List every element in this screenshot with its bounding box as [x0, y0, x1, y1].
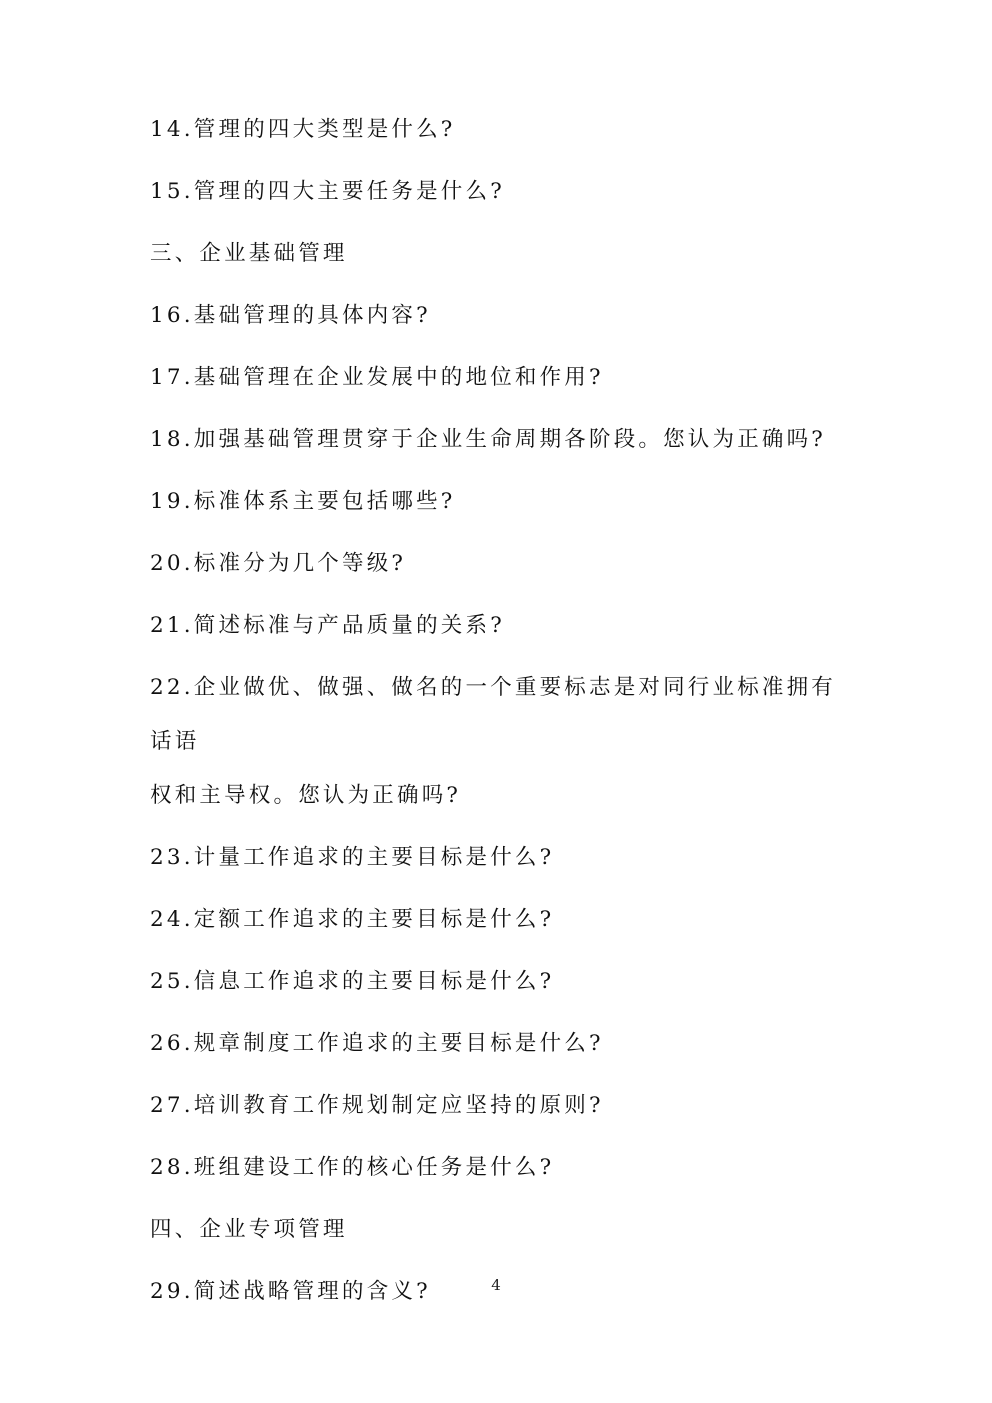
question-22	[150, 661, 850, 823]
question-21: 21.简述标准与产品质量的关系?	[150, 613, 505, 638]
section-heading-3: 三、企业基础管理	[150, 241, 348, 266]
question-24: 24.定额工作追求的主要目标是什么?	[150, 907, 555, 932]
question-22-line-1: 22.企业做优、做强、做名的一个重要标志是对同行业标准拥有话语	[150, 675, 836, 754]
question-16: 16.基础管理的具体内容?	[150, 303, 431, 328]
question-20: 20.标准分为几个等级?	[150, 551, 407, 576]
question-28: 28.班组建设工作的核心任务是什么?	[150, 1155, 555, 1180]
question-29: 29.简述战略管理的含义?	[150, 1279, 431, 1304]
question-17: 17.基础管理在企业发展中的地位和作用?	[150, 365, 604, 390]
question-22-line-2: 权和主导权。您认为正确吗?	[150, 783, 462, 808]
question-18: 18.加强基础管理贯穿于企业生命周期各阶段。您认为正确吗?	[150, 427, 827, 452]
question-list	[150, 115, 850, 1339]
section-heading-4: 四、企业专项管理	[150, 1217, 348, 1242]
question-25: 25.信息工作追求的主要目标是什么?	[150, 969, 555, 994]
question-19: 19.标准体系主要包括哪些?	[150, 489, 456, 514]
page-number: 4	[491, 1276, 501, 1294]
question-14: 14.管理的四大类型是什么?	[150, 117, 456, 142]
question-23: 23.计量工作追求的主要目标是什么?	[150, 845, 555, 870]
question-15: 15.管理的四大主要任务是什么?	[150, 179, 505, 204]
question-27: 27.培训教育工作规划制定应坚持的原则?	[150, 1093, 604, 1118]
question-26: 26.规章制度工作追求的主要目标是什么?	[150, 1031, 604, 1056]
